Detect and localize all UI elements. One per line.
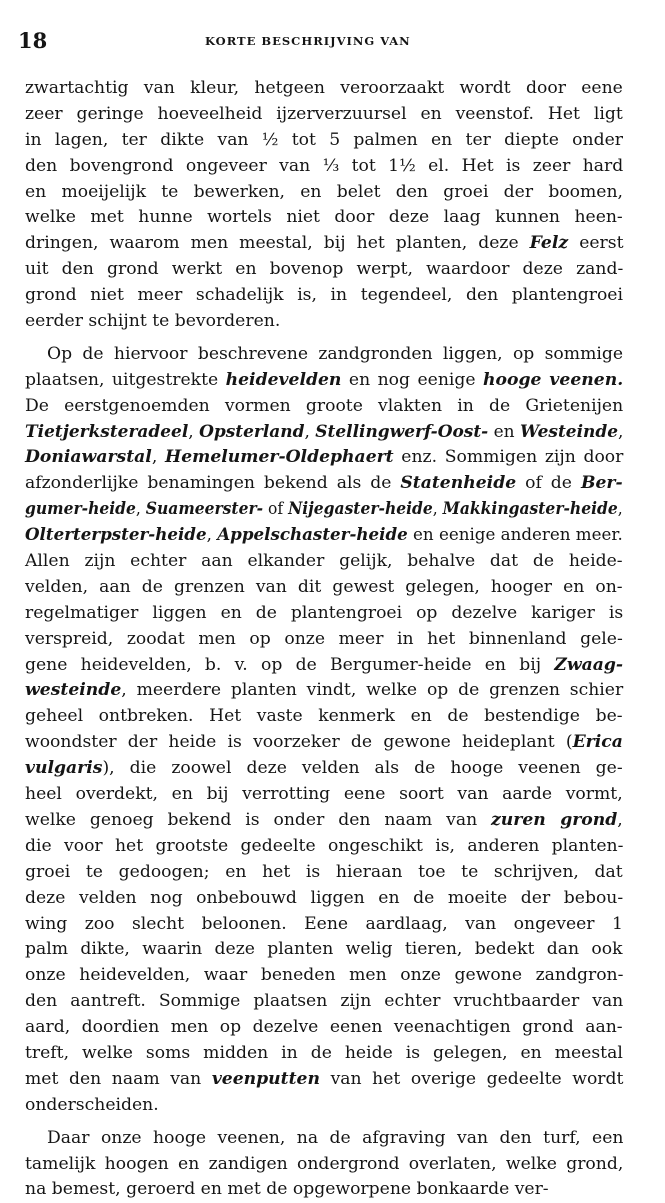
text-run: den bovengrond ongeveer van ⅓ tot 1½ el. Het is zeer hard	[25, 155, 624, 176]
text-run: De eerstgenoemden vormen groote vlakten in de Grietenijen	[25, 395, 624, 416]
text-run: ,	[135, 499, 146, 520]
italic-term: Stellingwerf-Oost-	[315, 421, 489, 442]
text-run: treft, welke soms midden in de heide is gelegen, en meestal	[25, 1042, 623, 1063]
text-line	[25, 653, 623, 679]
text-run: ,	[304, 421, 316, 442]
text-line	[25, 394, 623, 420]
text-line	[25, 342, 623, 368]
italic-term: Erica	[572, 732, 623, 753]
text-line	[25, 860, 623, 886]
text-line	[25, 549, 623, 575]
text-run: ,	[617, 499, 623, 520]
text-run: Op de hiervoor beschrevene zandgronden liggen, op sommige	[47, 343, 624, 364]
text-run: zeer geringe hoeveelheid ijzerverzuursel en veenstof. Het ligt	[25, 103, 623, 124]
text-line	[25, 445, 623, 471]
text-run: plaatsen, uitgestrekte	[25, 369, 226, 390]
text-run: grond niet meer schadelijk is, in tegendeel, den plantengroei	[25, 285, 623, 306]
text-line	[25, 205, 623, 231]
text-run: na bemest, geroerd en met de opgeworpene bonkaarde ver-	[25, 1179, 549, 1200]
text-run: aard, doordien men op dezelve eenen veenachtigen grond aan-	[25, 1017, 623, 1038]
text-run: zwartachtig van kleur, hetgeen veroorzaakt wordt door eene	[25, 78, 623, 98]
text-run: woondster der heide is voorzeker de gewone heideplant (	[25, 732, 573, 753]
text-run: onderscheiden.	[25, 1094, 159, 1115]
text-run: die voor het grootste gedeelte ongeschikt is, anderen planten-	[25, 835, 624, 856]
italic-term: zuren grond	[491, 809, 618, 830]
text-line	[25, 808, 623, 834]
text-line	[25, 963, 623, 989]
italic-term: Appelschaster-heide	[217, 525, 408, 546]
text-run: Allen zijn echter aan elkander gelijk, behalve dat de heide-	[25, 551, 623, 572]
text-line	[25, 1067, 623, 1093]
text-run: velden, aan de grenzen van dit gewest gelegen, hooger en on-	[25, 576, 623, 597]
text-run: ,	[151, 447, 165, 468]
text-line	[25, 912, 623, 938]
italic-term: veenputten	[211, 1068, 320, 1089]
paragraph	[25, 1126, 623, 1203]
text-run: afzonderlijke benamingen bekend als de	[25, 473, 401, 494]
text-run: wing zoo slecht beloonen. Eene aardlaag, van ongeveer 1	[25, 913, 623, 934]
text-run: en moeijelijk te bewerken, en belet den groei der boomen,	[25, 181, 624, 202]
text-run: tamelijk hoogen en zandigen ondergrond overlaten, welke grond,	[25, 1153, 624, 1174]
text-run: verspreid, zoodat men op onze meer in het binnenland gele-	[25, 628, 623, 649]
text-line	[25, 1093, 623, 1119]
italic-term: Ber-	[580, 473, 623, 494]
page-number: 18	[18, 28, 48, 53]
text-line	[25, 937, 623, 963]
italic-term: Zwaag-	[554, 654, 624, 675]
text-line	[25, 76, 623, 102]
text-line	[25, 368, 623, 394]
italic-term: Opsterland	[199, 421, 305, 442]
text-run: en	[488, 421, 520, 442]
text-run: palm dikte, waarin deze planten welig tieren, bedekt dan ook	[25, 939, 623, 960]
text-run: den aantreft. Sommige plaatsen zijn echter vruchtbaarder van	[25, 991, 624, 1012]
text-run: in lagen, ter dikte van ½ tot 5 palmen en ter diepte onder	[25, 129, 623, 150]
paragraph-gap	[25, 1119, 623, 1126]
italic-term: Statenheide	[400, 473, 517, 494]
text-line	[25, 102, 623, 128]
italic-term: Makkingaster-heide	[442, 499, 618, 520]
text-line	[25, 154, 623, 180]
text-line	[25, 231, 623, 257]
text-line	[25, 730, 623, 756]
text-line	[25, 471, 623, 497]
text-run: welke met hunne wortels niet door deze laag kunnen heen-	[25, 207, 623, 228]
text-run: eerst	[568, 233, 624, 254]
text-run: , meerdere planten vindt, welke op de grenzen schier	[121, 680, 624, 701]
text-line	[25, 180, 623, 206]
text-run: ,	[432, 499, 443, 520]
text-run: uit den grond werkt en bovenop werpt, waardoor deze zand-	[25, 259, 624, 280]
italic-term: heidevelden	[225, 369, 342, 390]
text-line	[25, 1015, 623, 1041]
text-run: regelmatiger liggen en de plantengroei op dezelve kariger is	[25, 602, 624, 623]
italic-term: gumer-heide	[25, 499, 136, 520]
italic-term: westeinde	[25, 680, 122, 701]
text-line	[25, 497, 623, 523]
text-run: heel overdekt, en bij verrotting eene soort van aarde vormt,	[25, 784, 623, 805]
paragraph	[25, 76, 623, 335]
text-run: en nog eenige	[341, 369, 484, 390]
italic-term: Hemelumer-Oldephaert	[164, 447, 394, 468]
italic-term: Felz	[529, 233, 569, 254]
text-line	[25, 1041, 623, 1067]
text-line	[25, 575, 623, 601]
text-run: ,	[618, 421, 624, 442]
text-run: eerder schijnt te bevorderen.	[25, 311, 281, 332]
text-line	[25, 601, 623, 627]
text-run: of	[263, 499, 289, 520]
text-line	[25, 1126, 623, 1152]
text-run: welke genoeg bekend is onder den naam van	[25, 809, 492, 830]
text-line	[25, 309, 623, 335]
text-run: ,	[206, 525, 218, 546]
italic-term: Suameerster-	[145, 499, 264, 520]
text-run: Daar onze hooge veenen, na de afgraving van den turf, een	[47, 1127, 624, 1148]
text-run: ), die zoowel deze velden als de hooge veenen ge-	[102, 758, 623, 779]
text-line	[25, 989, 623, 1015]
text-line	[25, 1152, 623, 1178]
text-run: ,	[188, 421, 200, 442]
italic-term: Westeinde	[519, 421, 619, 442]
text-run: of de	[516, 473, 581, 494]
text-line	[25, 283, 623, 309]
paragraph-gap	[25, 335, 623, 342]
text-run: ,	[617, 809, 623, 830]
text-line	[25, 886, 623, 912]
text-run: deze velden nog onbebouwd liggen en de moeite der bebou-	[25, 887, 624, 908]
text-run: onze heidevelden, waar beneden men onze gewone zandgron-	[25, 965, 624, 986]
text-line	[25, 782, 623, 808]
italic-term: vulgaris	[25, 758, 103, 779]
text-line	[25, 834, 623, 860]
paragraph	[25, 342, 623, 1119]
italic-term: Tietjerksteradeel	[25, 421, 189, 442]
text-run: groei te gedoogen; en het is hieraan toe te schrijven, dat	[25, 861, 623, 882]
text-run: en eenige anderen meer.	[407, 525, 623, 546]
text-line	[25, 420, 624, 446]
text-run: geheel ontbreken. Het vaste kenmerk en de bestendige be-	[25, 706, 623, 727]
text-run: dringen, waarom men meestal, bij het planten, deze	[25, 233, 530, 254]
text-run: enz. Sommigen zijn door	[393, 447, 624, 468]
text-run: van het overige gedeelte wordt	[320, 1068, 624, 1089]
italic-term: Doniawarstal	[25, 447, 152, 468]
italic-term: Nijegaster-heide	[288, 499, 433, 520]
text-line	[25, 678, 623, 704]
text-run: met den naam van	[25, 1068, 212, 1089]
body-text	[25, 76, 623, 1203]
text-line	[25, 704, 623, 730]
italic-term: Olterterpster-heide	[25, 525, 207, 546]
text-line	[25, 756, 623, 782]
running-head: KORTE BESCHRIJVING VAN	[205, 34, 411, 48]
text-line	[25, 523, 623, 549]
text-line	[25, 627, 623, 653]
italic-term: hooge veenen.	[483, 369, 624, 390]
text-line	[25, 257, 623, 283]
text-line	[25, 128, 623, 154]
text-run: gene heidevelden, b. v. op de Bergumer-heide en bij	[25, 654, 555, 675]
text-line	[25, 1177, 623, 1203]
